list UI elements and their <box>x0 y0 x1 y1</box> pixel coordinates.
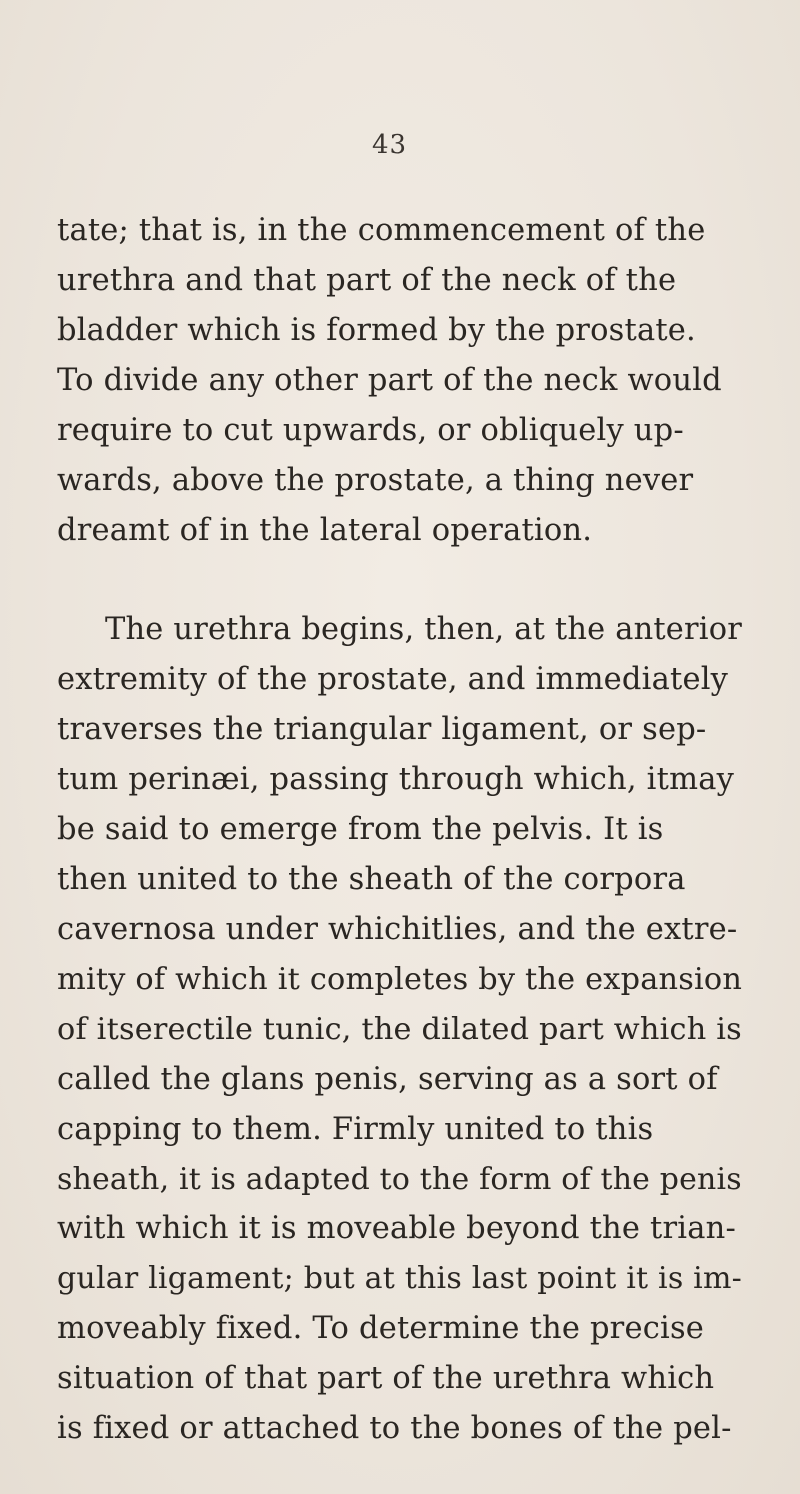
line-text: called the glans penis, serving as a sort of <box>57 1062 718 1097</box>
text-line <box>0 1155 800 1205</box>
text-line <box>0 605 800 655</box>
text-line <box>0 1354 800 1404</box>
text-line <box>0 356 800 406</box>
line-text: require to cut upwards, or obliquely up- <box>57 413 684 448</box>
text-line <box>0 1055 800 1105</box>
text-line <box>0 256 800 306</box>
line-text: tate; that is, in the commencement of the <box>57 213 706 248</box>
line-text: dreamt of in the lateral operation. <box>57 513 593 548</box>
line-text: mity of which it completes by the expansion <box>57 962 743 997</box>
text-line <box>0 506 800 556</box>
text-line <box>0 1105 800 1155</box>
line-text: situation of that part of the urethra which <box>57 1361 715 1396</box>
line-text: wards, above the prostate, a thing never <box>57 463 694 498</box>
line-text: then united to the sheath of the corpora <box>57 862 686 897</box>
line-text: extremity of the prostate, and immediately <box>57 662 729 697</box>
text-line <box>0 456 800 506</box>
text-line <box>0 705 800 755</box>
line-text: traverses the triangular ligament, or sep- <box>57 712 707 747</box>
line-text: of itserectile tunic, the dilated part which is <box>57 1012 742 1047</box>
line-text: be said to emerge from the pelvis. It is <box>57 812 664 847</box>
line-text: sheath, it is adapted to the form of the penis <box>57 1162 742 1197</box>
line-text: moveably fixed. To determine the precise <box>57 1311 705 1346</box>
text-line <box>0 1005 800 1055</box>
text-line <box>0 855 800 905</box>
line-text: gular ligament; but at this last point it is im- <box>57 1261 742 1296</box>
line-text: is fixed or attached to the bones of the pel- <box>57 1411 732 1446</box>
line-text: cavernosa under whichitlies, and the extre- <box>57 912 738 947</box>
line-text: with which it is moveable beyond the trian- <box>57 1211 736 1246</box>
line-text: The urethra begins, then, at the anterior <box>105 612 742 647</box>
text-line <box>0 406 800 456</box>
text-line <box>0 1204 800 1254</box>
text-line <box>0 805 800 855</box>
text-line <box>0 955 800 1005</box>
text-line <box>0 1304 800 1354</box>
line-text: capping to them. Firmly united to this <box>57 1112 654 1147</box>
page-number: 43 <box>372 130 408 160</box>
text-line <box>0 206 800 256</box>
line-text: To divide any other part of the neck would <box>57 363 722 398</box>
text-line <box>0 755 800 805</box>
text-line <box>0 905 800 955</box>
line-text: urethra and that part of the neck of the <box>57 263 677 298</box>
line-text: bladder which is formed by the prostate. <box>57 313 696 348</box>
text-line <box>0 1404 800 1454</box>
text-line <box>0 306 800 356</box>
text-line <box>0 655 800 705</box>
line-text: tum perinæi, passing through which, itmay <box>57 762 735 797</box>
text-line <box>0 1254 800 1304</box>
